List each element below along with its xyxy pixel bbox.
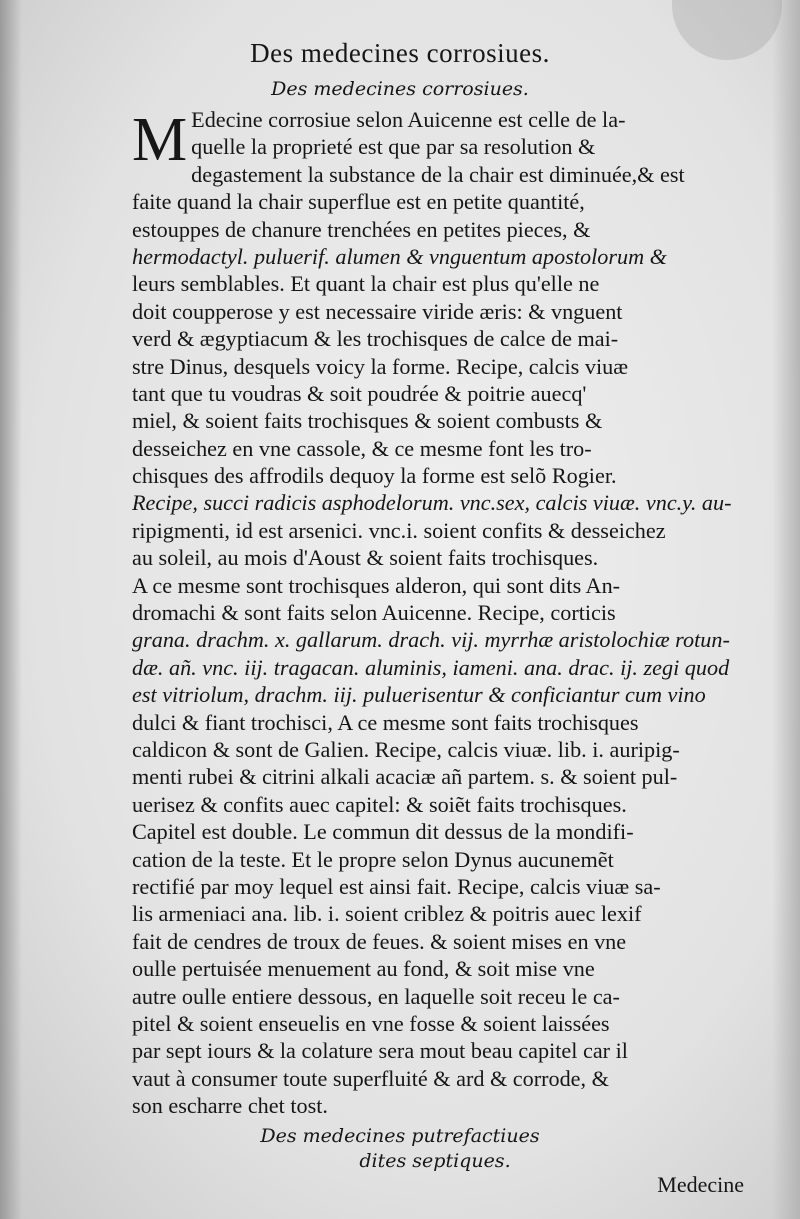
text-line: Edecine corrosiue selon Auicenne est celle de la- [191,107,626,132]
text-line: oulle pertuisée menuement au fond, & soit mise vne [132,956,595,982]
text-line: miel, & soient faits trochisques & soient combusts & [132,408,603,434]
text-line: degastement la substance de la chair est diminuée,& est [191,161,685,187]
text-line: est vitriolum, drachm. iij. puluerisentur & conficiantur cum vino [132,682,706,708]
text-line: cation de la teste. Et le propre selon Dynus aucunemẽt [132,846,614,872]
text-line: Recipe, succi radicis asphodelorum. vnc.sex, calcis viuæ. vnc.y. au- [132,490,732,516]
text-line: autre oulle entiere dessous, en laquelle soit receu le ca- [132,983,620,1009]
text-line: vaut à consumer toute superfluité & ard & corrode, & [132,1065,609,1091]
text-line: dulci & fiant trochisci, A ce mesme sont faits trochisques [132,709,639,735]
text-line: A ce mesme sont trochisques alderon, qui sont dits An- [132,572,621,598]
text-line: caldicon & sont de Galien. Recipe, calcis viuæ. lib. i. auripig- [132,736,680,762]
text-line: par sept iours & la colature sera mout beau capitel car il [132,1038,628,1064]
drop-cap: M [132,106,188,174]
page-gutter-shadow [0,0,22,1219]
text-line: rectifié par moy lequel est ainsi fait. Recipe, calcis viuæ sa- [132,873,661,899]
text-line: verd & ægyptiacum & les trochisques de calce de mai- [132,326,619,352]
text-line: grana. drachm. x. gallarum. drach. vij. myrrhæ aristolochiæ rotun- [132,627,730,653]
text-line: lis armeniaci ana. lib. i. soient criblez & poitris auec lexif [132,901,642,927]
text-line: au soleil, au mois d'Aoust & soient faits trochisques. [132,545,599,571]
text-line: uerisez & confits auec capitel: & soiẽt faits trochisques. [132,791,627,817]
text-line: tant que tu voudras & soit poudrée & poitrie auecq' [132,380,587,406]
text-line: stre Dinus, desquels voicy la forme. Recipe, calcis viuæ [132,353,629,379]
text-line: dæ. añ. vnc. iij. tragacan. aluminis, iameni. ana. drac. ij. zegi quod [132,654,730,680]
text-line: ripigmenti, id est arsenici. vnc.i. soient confits & desseichez [132,517,666,543]
next-section-heading [0,1124,800,1174]
text-line: quelle la proprieté est que par sa resolution & [191,134,596,160]
text-line: desseichez en vne cassole, & ce mesme font les tro- [132,435,592,461]
text-line: chisques des affrodils dequoy la forme est selõ Rogier. [132,463,617,489]
next-section-line-1: Des medecines putrefactiues [260,1125,540,1147]
text-line: son escharre chet tost. [132,1093,328,1119]
text-line: fait de cendres de troux de feues. & soient mises en vne [132,928,627,954]
section-title: Des medecines corrosiues. [271,78,529,100]
text-line: dromachi & sont faits selon Auicenne. Recipe, corticis [132,600,616,626]
text-line: leurs semblables. Et quant la chair est plus qu'elle ne [132,271,600,297]
text-line: pitel & soient enseuelis en vne fosse & soient laissées [132,1010,610,1036]
next-section-line-2: dites septiques. [359,1150,511,1172]
text-line: faite quand la chair superflue est en petite quantité, [132,189,585,215]
catchword: Medecine [657,1172,744,1197]
body-text [132,106,744,1119]
text-line: estouppes de chanure trenchées en petites pieces, & [132,216,591,242]
running-header: Des medecines corrosiues. [250,38,550,68]
page-edge-shadow [772,0,800,1219]
text-line: hermodactyl. puluerif. alumen & vnguentum apostolorum & [132,243,667,269]
text-line: menti rubei & citrini alkali acaciæ añ partem. s. & soient pul- [132,764,678,790]
text-line: doit coupperose y est necessaire viride æris: & vnguent [132,298,623,324]
text-line: Capitel est double. Le commun dit dessus de la mondifi- [132,819,634,845]
